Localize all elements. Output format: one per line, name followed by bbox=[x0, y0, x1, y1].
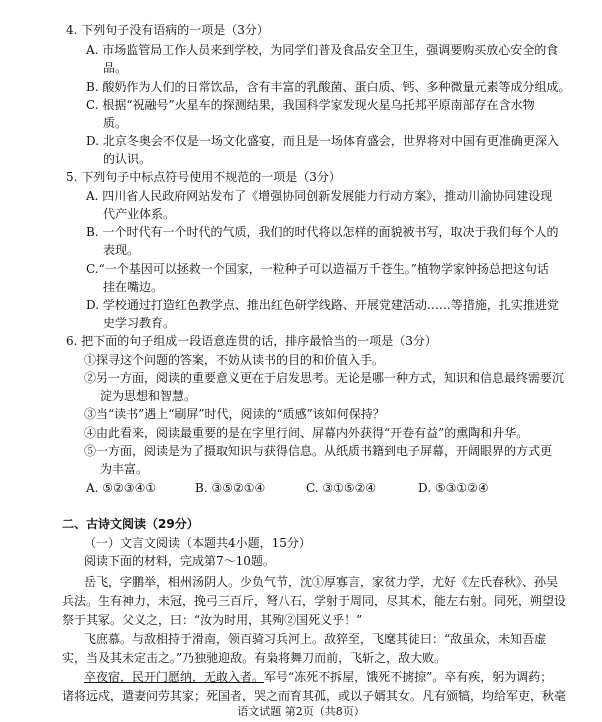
q4-option-d: D. 北京冬奥会不仅是一场文化盛宴，而且是一场体育盛会，世界将对中国有更准确更深入 bbox=[86, 134, 559, 148]
passage-line: 岳飞，字鹏举，相州汤阴人。少负气节，沈①厚寡言，家贫力学，尤好《左氏春秋》、孙吴 bbox=[84, 575, 559, 589]
q6-sentence-2: ②另一方面，阅读的重要意义更在于启发思考。无论是哪一种方式，知识和信息最终需要沉 bbox=[84, 371, 565, 385]
q6-sentence-2-cont: 淀为思想和智慧。 bbox=[100, 389, 197, 403]
underlined-sentence: 卒夜宿，民开门愿纳，无敢入者。 bbox=[84, 670, 265, 684]
q5-option-a: A. 四川省人民政府网站发布了《增强协同创新发展能力行动方案》，推动川渝协同建设现 bbox=[86, 189, 553, 203]
q6-choice-b: B. ③⑤②①④ bbox=[195, 481, 266, 495]
q6-sentence-3: ③当“读书”遇上“刷屏”时代，阅读的“质感”该如何保持？ bbox=[84, 407, 385, 421]
q6-sentence-4: ④由此看来，阅读最重要的是在字里行间、屏幕内外获得“开卷有益”的熏陶和升华。 bbox=[84, 426, 529, 440]
q4-stem: 4. 下列句子没有语病的一项是（3分） bbox=[66, 23, 269, 37]
page-footer: 语文试题 第2页（共8页） bbox=[237, 705, 365, 718]
q4-option-b: B. 酸奶作为人们的日常饮品，含有丰富的乳酸菌、蛋白质、钙、多种微量元素等成分组成。 bbox=[86, 80, 571, 94]
q6-stem: 6. 把下面的句子组成一段语意连贯的话，排序最恰当的一项是（3分） bbox=[66, 334, 437, 348]
q4-option-d-cont: 的认识。 bbox=[103, 152, 152, 166]
q6-choice-c: C. ③①⑤②④ bbox=[306, 481, 377, 495]
passage-line: 飞庶慕。与敌相持于滑南，领百骑习兵河上。敌猝至，飞麾其徒曰：“敌虽众，未知吾虚 bbox=[84, 632, 547, 646]
q5-option-b: B. 一个时代有一个时代的气质，我们的时代将以怎样的面貌被书写，取决于我们每个人的 bbox=[86, 225, 559, 239]
q6-choice-d: D. ⑤③①②④ bbox=[418, 481, 489, 495]
subsection-title: （一）文言文阅读（本题共4小题，15分） bbox=[84, 536, 311, 550]
q4-option-a-cont: 品。 bbox=[103, 61, 128, 75]
passage-line: 实，当及其未定击之。”乃独驰迎敌。有枭将舞刀而前，飞斩之，敌大败。 bbox=[62, 651, 447, 665]
q6-choice-a: A. ⑤②③④① bbox=[86, 481, 157, 495]
q5-stem: 5. 下列句子中标点符号使用不规范的一项是（3分） bbox=[66, 170, 341, 184]
q6-sentence-1: ①探寻这个问题的答案，不妨从读书的目的和价值入手。 bbox=[84, 353, 385, 367]
passage-line: 兵法。生有神力，未冠，挽弓三百斤，弩八石，学射于周同，尽其术，能左右射。同死，朔望设 bbox=[62, 594, 567, 608]
q5-option-b-cont: 表现。 bbox=[103, 243, 140, 257]
q5-option-c: C.“一个基因可以拯救一个国家，一粒种子可以造福万千苍生。”植物学家钟扬总把这句话 bbox=[86, 262, 549, 276]
passage-line bbox=[84, 669, 552, 685]
passage-line: 诸将远戍，遣妻问劳其家；死国者，哭之而育其孤，或以子婿其女。凡有颁犒，均给军吏，秋毫 bbox=[62, 689, 567, 703]
reading-instruction: 阅读下面的材料，完成第7～10题。 bbox=[84, 554, 275, 568]
q6-sentence-5-cont: 为丰富。 bbox=[100, 462, 149, 476]
section-title: 二、古诗文阅读（29分） bbox=[62, 517, 199, 531]
q4-option-a: A. 市场监管局工作人员来到学校，为同学们普及食品安全卫生，强调要购买放心安全的食 bbox=[86, 43, 559, 57]
passage-line: 祭于其冢。父义之，曰：“汝为时用，其殉②国死义乎！” bbox=[62, 613, 363, 627]
passage-text: 军号“冻死不拆屋，饿死不掳掠”。卒有疾，躬为调药； bbox=[264, 670, 553, 684]
q5-option-d-cont: 史学习教育。 bbox=[103, 316, 176, 330]
q5-option-a-cont: 代产业体系。 bbox=[103, 207, 176, 221]
q4-option-c: C. 根据“祝融号”火星车的探测结果，我国科学家发现火星乌托邦平原南部存在含水物 bbox=[86, 98, 535, 112]
q5-option-d: D. 学校通过打造红色教学点、推出红色研学线路、开展党建活动……等措施，扎实推进党 bbox=[86, 298, 559, 312]
q6-sentence-5: ⑤一方面，阅读是为了摄取知识与获得信息。从纸质书籍到电子屏幕，开阔眼界的方式更 bbox=[84, 444, 553, 458]
q5-option-c-cont: 挂在嘴边。 bbox=[103, 280, 164, 294]
q4-option-c-cont: 质。 bbox=[103, 116, 128, 130]
